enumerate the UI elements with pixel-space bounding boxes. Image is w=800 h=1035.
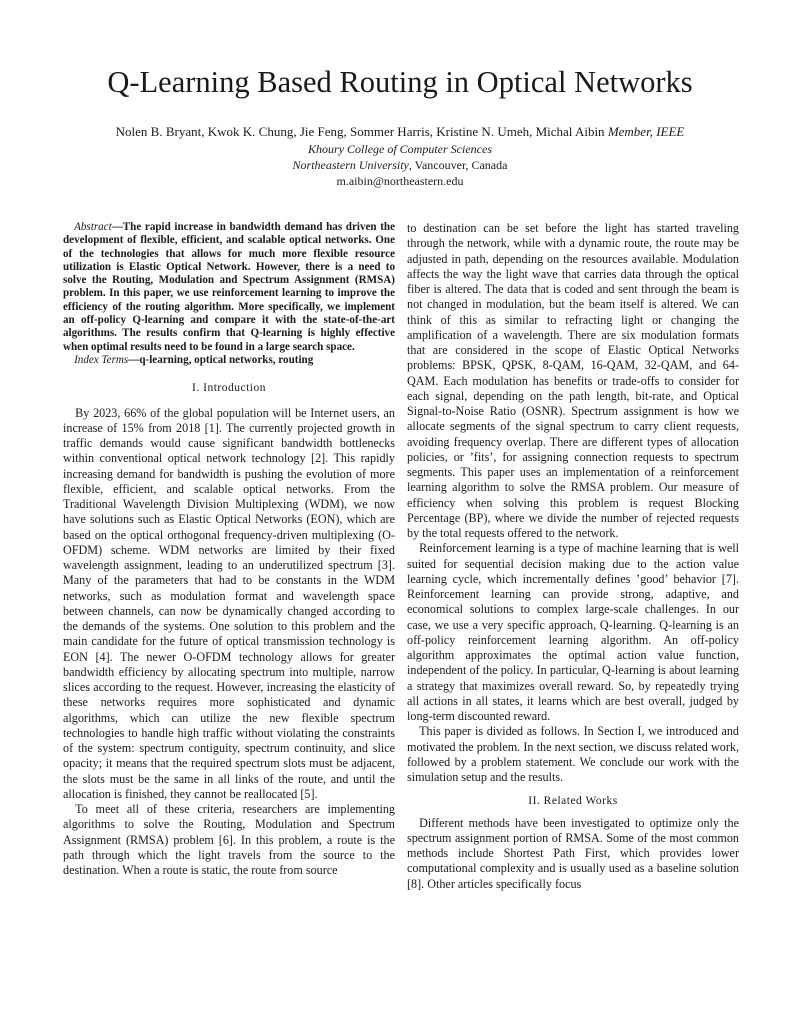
author-membership: Member, IEEE [607,124,685,139]
intro-paragraph-3: to destination can be set before the light has started traveling through the network, while with a dynamic route, the route may be adjusted in path, depending on the resources available. Modulation affects the way the light wave that carries data through the optical fiber is altered. The data that is coded and sent through the beam is not changed in modulation, but the beam itself is altered. We can think of this as similar to refracting light or changing the amplification of a wavelength. There are six modulation formats that are considered in the scope of Elastic Optical Networks problems: BPSK, QPSK, 8-QAM, 16-QAM, 32-QAM, and 64-QAM. Each modulation has benefits or trade-offs to consider for each signal, depending on the path length, bit-rate, and Optical Signal-to-Noise Ratio (OSNR). Spectrum assignment is how we allocate segments of the signal spectrum to carry client requests, avoiding frequency overlap. There are different types of allocation policies, or ’fits’, for assigning connection requests to spectrum segments. This paper uses an implementation of a reinforcement learning algorithm to solve the RMSA problem. Our measure of efficiency when solving this problem is request Blocking Percentage (BP), where we divide the number of rejected requests by the total requests offered to the network. [407,221,739,540]
intro-paragraph-1: By 2023, 66% of the global population will be Internet users, an increase of 15% from 2018 [1]. The currently projected growth in traffic demands would cause significant bandwidth bottlenecks within conventional optical network technology [2]. This rapidly increasing demand for bandwidth is pushing the evolution of more flexible, efficient, and scalable optical networks. From the Traditional Wavelength Division Multiplexing (WDM), we now have solutions such as Elastic Optical Networks (EON), which are based on the optical orthogonal frequency-driven multiplexing (O-OFDM) scheme. WDM networks are limited by their fixed wavelength assignment, leading to an underutilized spectrum [3]. Many of the parameters that had to be constants in the WDM networks, such as modulation format and wavelength space between channels, can now be dynamically changed according to the demands of the systems. One solution to this problem and the main candidate for the future of optical transmission technology is EON [4]. The newer O-OFDM technology allows for greater bandwidth efficiency by allocating spectrum into multiple, narrow slices according to the request. However, increasing the elasticity of these networks requires more sophisticated and dynamic algorithms, which can utilize the new flexible spectrum technologies to handle high traffic without violating the constraints of the system: spectrum contiguity, spectrum continuity, and slice opacity; it means that the required spectrum slots must be adjacent, the slots must be the same in all links of the route, and until the allocation is finished, they cannot be reallocated [5]. [63,405,395,801]
intro-paragraph-2: To meet all of these criteria, researchers are implementing algorithms to solve the Routing, Modulation and Spectrum Assignment (RMSA) problem [6]. In this problem, a route is the path through which the light travels from the source to the destination. When a route is static, the route from source [63,802,395,878]
section-heading-related-works: II. Related Works [528,795,618,808]
author-list [0,123,800,140]
author-names: Nolen B. Bryant, Kwok K. Chung, Jie Feng, Sommer Harris, Kristine N. Umeh, Michal Aibin [115,124,605,139]
affiliation-university: Northeastern University, Vancouver, Canada [292,158,508,172]
index-terms: Index Terms—q-learning, optical networks, routing [74,353,314,366]
left-column [63,221,395,878]
intro-paragraph-5: This paper is divided as follows. In Section I, we introduced and motivated the problem. In the next section, we discuss related work, followed by a problem statement. We conclude our work with the simulation setup and the results. [407,724,739,784]
related-paragraph-1: Different methods have been investigated to optimize only the spectrum assignment portion of RMSA. Some of the most common methods include Shortest Path First, which provides lower computational complexity and is usually used as a baseline solution [8]. Other articles specifically focus [407,815,739,891]
section-heading-introduction: I. Introduction [192,382,266,395]
paper-title: Q-Learning Based Routing in Optical Networks [107,65,693,99]
intro-paragraph-4: Reinforcement learning is a type of machine learning that is well suited for sequential decision making due to the action value learning cycle, which incrementally defines ’good’ behavior [7]. Reinforcement learning can provide strong, adaptive, and economical solutions to complex large-scale challenges. In our case, we use a very specific approach, Q-learning. Q-learning is an off-policy reinforcement learning algorithm. An off-policy algorithm approximates the optimal action value function, independent of the policy. In particular, Q-learning is about learning a strategy that maximizes overall reward. So, by repeatedly trying all actions in all states, it learns which are best overall, judged by long-term discounted reward. [407,541,739,723]
abstract: Abstract—The rapid increase in bandwidth demand has driven the development of flexible, efficient, and scalable optical networks. One of the technologies that allows for much more flexible resource utilization is Elastic Optical Network. However, there is a need to solve the Routing, Modulation and Spectrum Assignment (RMSA) problem. In this paper, we use reinforcement learning to improve the efficiency of the routing algorithm. More specifically, we implement an off-policy Q-learning and compare it with the state-of-the-art algorithms. The results confirm that Q-learning is highly effective when optimal results need to be found in a large search space. [63,221,395,353]
affiliation-college: Khoury College of Computer Sciences [308,142,492,156]
author-email: m.aibin@northeastern.edu [336,174,464,188]
right-column [407,221,739,892]
